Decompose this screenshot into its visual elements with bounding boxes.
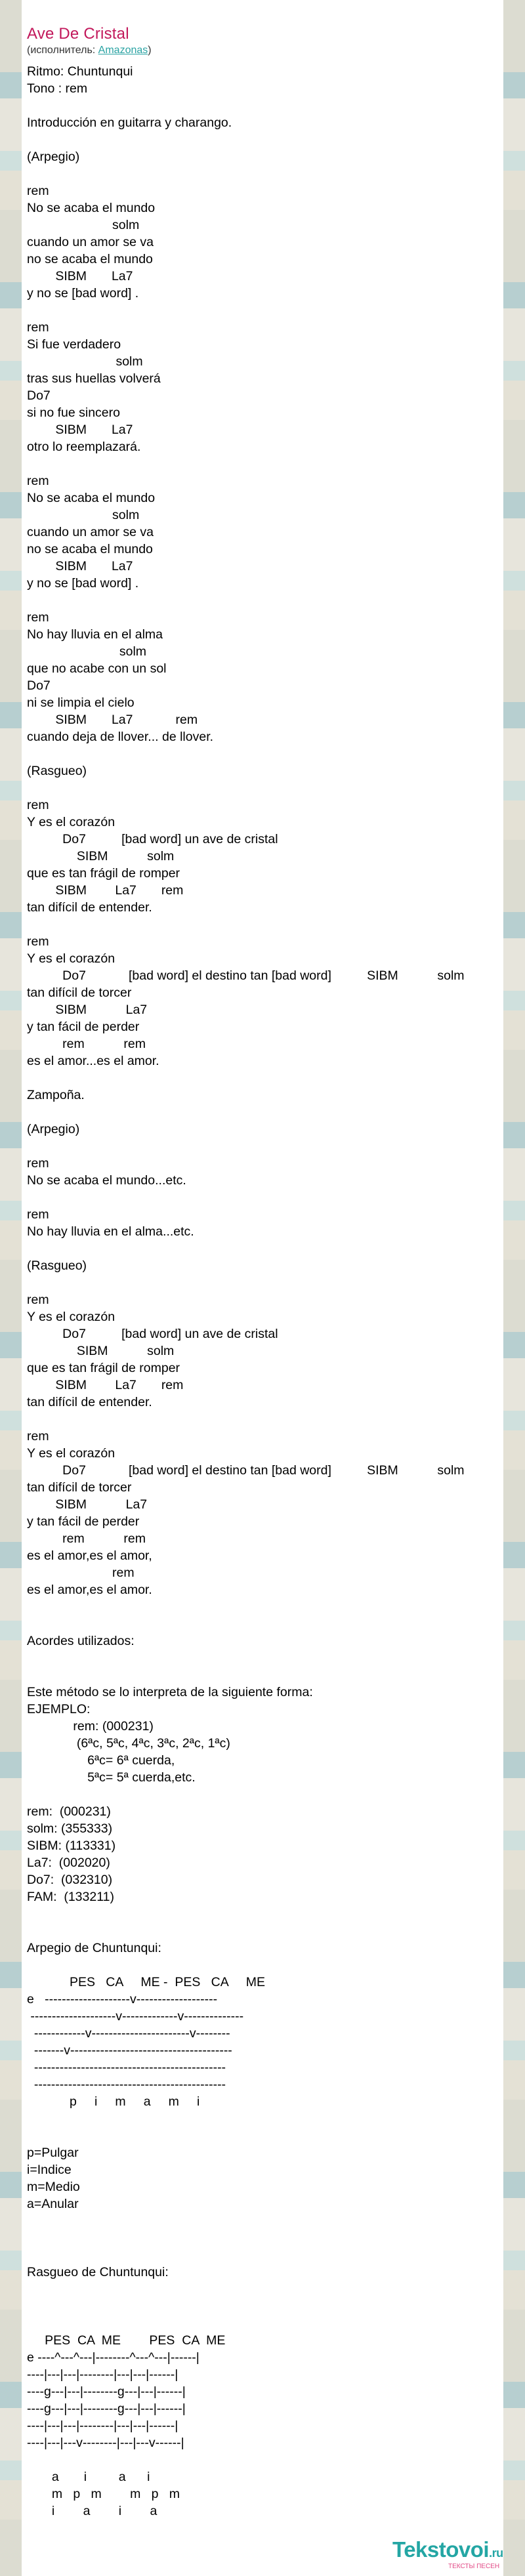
left-decorative-stripe	[0, 0, 22, 2576]
song-title: Ave De Cristal	[27, 25, 129, 43]
song-sheet	[22, 0, 503, 2576]
right-decorative-stripe	[503, 0, 525, 2576]
artist-prefix: (исполнитель:	[27, 45, 98, 56]
artist-link[interactable]: Amazonas	[98, 45, 148, 56]
site-logo-link[interactable]	[392, 2537, 503, 2570]
artist-suffix: )	[148, 45, 152, 56]
site-logo-tagline: ТЕКСТЫ ПЕСЕН	[448, 2563, 500, 2570]
lyrics-with-chords: Ritmo: Chuntunqui Tono : rem Introducción en guitarra y charango. (Arpegio) rem No se acaba el mundo solm cuando un amor se va no se acaba el mundo SIBM La7 y no se [bad word] . rem Si fue verdadero solm tras sus huellas volverá Do7 si no fue sincero SIBM La7 otro lo reemplazará. rem No se acaba el mundo solm cuando un amor se va no se acaba el mundo SIBM La7 y no se [bad word] . rem No hay lluvia en el alma solm que no acabe con un sol Do7 ni se limpia el cielo SIBM La7 rem cuando deja de llover... de llover. (Rasgueo) rem Y es el corazón Do7 [bad word] un ave de cristal SIBM solm que es tan frágil de romper SIBM La7 rem tan difícil de entender. rem Y es el corazón Do7 [bad word] el destino tan [bad word] SIBM solm tan difícil de torcer SIBM La7 y tan fácil de perder rem rem es el amor...es el amor. Zampoña. (Arpegio) rem No se acaba el mundo...etc. rem No hay lluvia en el alma...etc. (Rasgueo) rem Y es el corazón Do7 [bad word] un ave de cristal SIBM solm que es tan frágil de romper SIBM La7 rem tan difícil de entender. rem Y es el corazón Do7 [bad word] el destino tan [bad word] SIBM solm tan difícil de torcer SIBM La7 y tan fácil de perder rem rem es el amor,es el amor, rem es el amor,es el amor. Acordes utilizados: Este método se lo interpreta de la siguiente forma: EJEMPLO: rem: (000231) (6ªc, 5ªc, 4ªc, 3ªc, 2ªc, 1ªc) 6ªc= 6ª cuerda, 5ªc= 5ª cuerda,etc. rem: (000231) solm: (355333) SIBM: (113331) La7: (002020) Do7: (032310) FAM: (133211) Arpegio de Chuntunqui: PES CA ME - PES CA ME e --------------------v------------------- --------------------v-------------v-------------- ------------v-----------------------v-------- -------v-------------------------------------- --------------------------------------------- --------------------------------------------- p i m a m i p=Pulgar i=Indice m=Medio a=Anular Rasgueo de Chuntunqui: PES CA ME PES CA ME e ----^---^---|--------^---^---|------| ----|---|---|--------|---|---|------| ----g---|---|--------g---|---|------| ----g---|---|--------g---|---|------| ----|---|---|--------|---|---|------| ----|---|---v--------|---|---v------| a i a i m p m m p m i a i a	[27, 64, 465, 2518]
site-logo-name: Tekstovoi.ru	[392, 2537, 503, 2562]
artist-line	[27, 45, 152, 56]
